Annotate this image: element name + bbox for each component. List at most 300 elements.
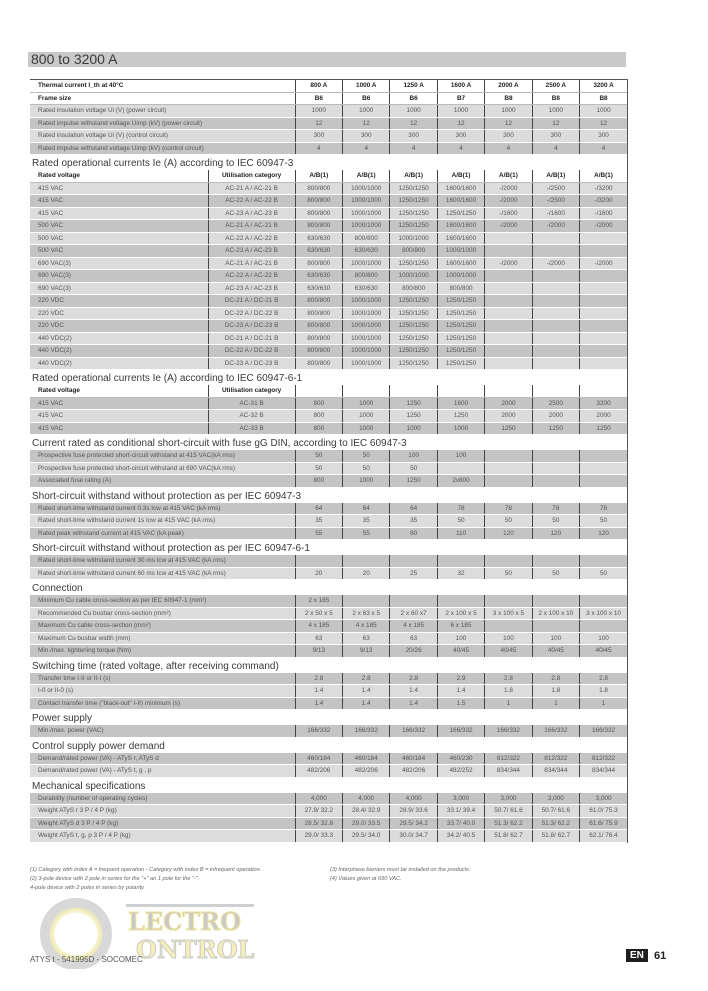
cell: 50.7/ 61.6 (532, 805, 579, 818)
voltage: 220 VDC (30, 320, 208, 333)
cell (485, 555, 532, 567)
cell (532, 595, 579, 607)
cell: 300 (580, 130, 627, 143)
section-table (30, 450, 627, 488)
cell: 40/45 (485, 645, 532, 658)
cell: 482/206 (343, 765, 390, 778)
cell: 50 (580, 515, 627, 528)
row-label: Weight ATyS d 3 P / 4 P (kg) (30, 817, 295, 830)
cell: 51.8/ 62.7 (485, 830, 532, 843)
table-row (30, 320, 627, 333)
spec-sheet (30, 79, 628, 843)
cell (532, 295, 579, 308)
cell (390, 555, 437, 567)
cell: 1600/1600 (437, 182, 484, 195)
table-row (30, 527, 627, 540)
cell: 800/800 (295, 320, 342, 333)
cell: 61.0/ 75.3 (580, 805, 627, 818)
cell (532, 232, 579, 245)
cell: 166/332 (295, 725, 342, 737)
cell (295, 555, 342, 567)
cell: 834/344 (580, 765, 627, 778)
cell: -/2000 (485, 195, 532, 208)
frame-size-row (30, 92, 627, 105)
row-label: Rated impulse withstand voltage Uimp (kV) (control circuit) (30, 142, 295, 155)
table-row (30, 345, 627, 358)
cell: 1.5 (437, 697, 484, 710)
cell (532, 320, 579, 333)
cell: 300 (390, 130, 437, 143)
cell: 460/184 (343, 753, 390, 765)
voltage: 415 VAC (30, 195, 208, 208)
cell: 1.8 (485, 685, 532, 698)
cell: 1250/1250 (390, 307, 437, 320)
row-label: Recommended Cu busbar cross-section (mm²) (30, 607, 295, 620)
cell: 300 (532, 130, 579, 143)
cell: 12 (295, 117, 342, 130)
table-row (30, 422, 627, 435)
row-label: Durability (number of operating cycles) (30, 793, 295, 805)
cell: 34.2/ 40.5 (437, 830, 484, 843)
header-row (30, 385, 627, 397)
cell: 2.8 (532, 673, 579, 685)
cell: 4 x 185 (295, 620, 342, 633)
col-empty (580, 385, 627, 397)
cell: 460/184 (295, 753, 342, 765)
cell: 4,000 (295, 793, 342, 805)
cell: 120 (532, 527, 579, 540)
cell: 1250/1250 (390, 332, 437, 345)
cell: 800/800 (295, 220, 342, 233)
cell: 2 x 100 x 10 (532, 607, 579, 620)
table-row (30, 232, 627, 245)
col-category: Utilisation category (208, 385, 295, 397)
table-row (30, 555, 627, 567)
cell (532, 462, 579, 475)
cell: 50 (295, 450, 342, 462)
iec60947-3-table (30, 170, 627, 370)
cell: 35 (295, 515, 342, 528)
cell (580, 620, 627, 633)
cell: 78 (437, 503, 484, 515)
cell: 3 x 100 x 5 (485, 607, 532, 620)
cell: 800/800 (295, 295, 342, 308)
cell: 1250 (437, 410, 484, 423)
cell: 800 (295, 397, 342, 410)
cell: 1.4 (295, 697, 342, 710)
cell: 1000/1000 (437, 245, 484, 258)
cell: 1250/1250 (390, 295, 437, 308)
footnote: (1) Category with index A = frequent operation - Category with index B = infrequent operation. (30, 867, 262, 873)
cell: 3,000 (485, 793, 532, 805)
cell: 1000/1000 (343, 220, 390, 233)
cell: -/2000 (532, 257, 579, 270)
cell: 800/800 (295, 195, 342, 208)
cell: 100 (437, 632, 484, 645)
cell: 166/332 (390, 725, 437, 737)
cell: 63 (390, 632, 437, 645)
cell: B8 (580, 92, 627, 105)
col-empty (532, 385, 579, 397)
cell: 30.0/ 34.7 (390, 830, 437, 843)
cell: 1250/1250 (437, 357, 484, 370)
cell: 9/13 (295, 645, 342, 658)
cell (580, 357, 627, 370)
column-header: 800 A (295, 80, 342, 93)
cell: 25 (390, 567, 437, 580)
voltage: 220 VDC (30, 295, 208, 308)
cell (532, 475, 579, 488)
col-voltage: Rated voltage (30, 385, 208, 397)
row-label: Demand/rated power (VA) - ATyS t, g , p (30, 765, 295, 778)
section-table (30, 753, 627, 778)
cell (532, 357, 579, 370)
cell: 1000 (390, 422, 437, 435)
cell: 4,000 (390, 793, 437, 805)
table-row (30, 607, 627, 620)
cell (532, 555, 579, 567)
table-row (30, 182, 627, 195)
cell (485, 232, 532, 245)
cell (580, 462, 627, 475)
cell: B6 (295, 92, 342, 105)
cell: 12 (437, 117, 484, 130)
cell: 1000 (485, 105, 532, 118)
cell: 1250 (532, 422, 579, 435)
cell: 1000/1000 (343, 257, 390, 270)
cell: 1000/1000 (343, 345, 390, 358)
cell: 64 (343, 503, 390, 515)
table-row (30, 397, 627, 410)
cell: 28.4/ 32.9 (343, 805, 390, 818)
cell: 2.9 (437, 673, 484, 685)
section-table (30, 673, 627, 711)
cell: 1600/1600 (437, 257, 484, 270)
cell: 1250/1250 (390, 182, 437, 195)
category: DC-23 A / DC-23 B (208, 320, 295, 333)
table-row (30, 462, 627, 475)
cell: 20/26 (390, 645, 437, 658)
table-row (30, 142, 627, 155)
cell: 63 (295, 632, 342, 645)
cell: 1 (485, 697, 532, 710)
cell: 166/332 (532, 725, 579, 737)
cell: 1250/1250 (437, 332, 484, 345)
section-title: Rated operational currents Ie (A) according to IEC 60947-6-1 (32, 373, 303, 384)
category: AC-31 B (208, 397, 295, 410)
table-row (30, 270, 627, 283)
row-label: Min./max. power (VAC) (30, 725, 295, 737)
cell: 64 (295, 503, 342, 515)
cell (580, 450, 627, 462)
cell: 1250 (485, 422, 532, 435)
cell: 1000 (437, 105, 484, 118)
col-empty (390, 385, 437, 397)
cell: 80 (390, 527, 437, 540)
cell: 460/184 (390, 753, 437, 765)
cell: 32 (437, 567, 484, 580)
category: AC-23 A / AC-23 B (208, 245, 295, 258)
col-ab: A/B(1) (580, 170, 627, 182)
iec60947-6-1-table (30, 385, 627, 435)
cell (485, 595, 532, 607)
cell (485, 357, 532, 370)
cell (485, 245, 532, 258)
cell (532, 307, 579, 320)
cell (580, 475, 627, 488)
category: DC-22 A / DC-22 B (208, 345, 295, 358)
cell (485, 620, 532, 633)
cell (580, 307, 627, 320)
table-row (30, 753, 627, 765)
cell: 9/13 (343, 645, 390, 658)
cell: -/2500 (532, 182, 579, 195)
row-label: Rated impulse withstand voltage Uimp (kV) (power circuit) (30, 117, 295, 130)
cell: 29.5/ 34.2 (390, 817, 437, 830)
table-row (30, 105, 627, 118)
category: AC-22 A / AC-22 B (208, 195, 295, 208)
voltage: 220 VDC (30, 307, 208, 320)
category: DC-23 A / DC-23 B (208, 357, 295, 370)
cell: 28.9/ 33.6 (390, 805, 437, 818)
col-empty (437, 385, 484, 397)
footnote: (2) 3-pole device with 2 pole in series for the "+" an 1 pole for the "-". (30, 876, 200, 882)
cell: 800/800 (390, 282, 437, 295)
cell: 1000 (343, 475, 390, 488)
row-label: Rated short-time withstand current 1s Icw at 415 VAC (kA rms) (30, 515, 295, 528)
row-label: Transfer time I-II or II-I (s) (30, 673, 295, 685)
cell: 2 x 50 x 5 (295, 607, 342, 620)
cell: 834/344 (532, 765, 579, 778)
table-row (30, 117, 627, 130)
cell: 28.5/ 32.8 (295, 817, 342, 830)
cell (485, 282, 532, 295)
table-row (30, 295, 627, 308)
cell: 800/800 (437, 282, 484, 295)
row-label: Rated short-time withstand current 30 ms Icw at 415 VAC (kA rms) (30, 555, 295, 567)
header-row (30, 170, 627, 182)
cell: 1000/1000 (390, 232, 437, 245)
cell: 1000/1000 (343, 207, 390, 220)
voltage: 690 VAC(3) (30, 282, 208, 295)
cell: -/1600 (485, 207, 532, 220)
cell (580, 270, 627, 283)
row-label: Min./max. tightening torque (Nm) (30, 645, 295, 658)
cell: 2000 (485, 410, 532, 423)
voltage: 415 VAC (30, 207, 208, 220)
section-title: Short-circuit withstand without protection as per IEC 60947-3 (32, 490, 302, 502)
cell: 1250/1250 (390, 357, 437, 370)
table-row (30, 207, 627, 220)
cell: 1000/1000 (390, 270, 437, 283)
cell: 50 (532, 567, 579, 580)
cell (485, 332, 532, 345)
cell: 166/332 (485, 725, 532, 737)
header-row (30, 80, 627, 93)
cell: 51.8/ 62.7 (532, 830, 579, 843)
col-ab: A/B(1) (437, 170, 484, 182)
cell: 50 (343, 462, 390, 475)
cell: 800/800 (295, 207, 342, 220)
cell: 100 (580, 632, 627, 645)
cell: 1250/1250 (390, 220, 437, 233)
cell: B6 (390, 92, 437, 105)
cell: 2000 (580, 410, 627, 423)
table-row (30, 765, 627, 778)
cell: 1.4 (343, 685, 390, 698)
category: AC-21 A / AC-21 B (208, 220, 295, 233)
cell: 4 (437, 142, 484, 155)
table-row (30, 567, 627, 580)
row-label: Rated insulation voltage Ui (V) (power circuit) (30, 105, 295, 118)
cell: 800 (295, 422, 342, 435)
cell: 2.8 (485, 673, 532, 685)
cell: 2 x 185 (295, 595, 342, 607)
logo-line1: LECTRO (128, 907, 241, 936)
row-label: Maximum Cu busbar width (mm) (30, 632, 295, 645)
cell (485, 270, 532, 283)
cell (437, 462, 484, 475)
cell: 300 (295, 130, 342, 143)
table-row (30, 632, 627, 645)
banner-title: 800 to 3200 A (31, 51, 118, 67)
cell (485, 450, 532, 462)
cell: 1600 (437, 397, 484, 410)
category: DC-21 A / DC-21 B (208, 332, 295, 345)
cell: 460/230 (437, 753, 484, 765)
table-row (30, 697, 627, 710)
voltage: 440 VDC(2) (30, 357, 208, 370)
voltage: 415 VAC (30, 422, 208, 435)
table-row (30, 282, 627, 295)
cell (532, 282, 579, 295)
cell: B8 (532, 92, 579, 105)
section-table (30, 555, 627, 580)
cell (580, 245, 627, 258)
cell: 800/800 (295, 307, 342, 320)
table-row (30, 410, 627, 423)
cell: 2x800 (437, 475, 484, 488)
cell: 4 (295, 142, 342, 155)
section-title: Mechanical specifications (32, 780, 146, 792)
document-reference: ATYS t - 541995D - SOCOMEC (30, 955, 143, 964)
cell: -/2000 (485, 182, 532, 195)
section-title: Switching time (rated voltage, after receiving command) (32, 660, 279, 672)
row-label: Weight ATyS t, g, p 3 P / 4 P (kg) (30, 830, 295, 843)
table-row (30, 220, 627, 233)
voltage: 440 VDC(2) (30, 345, 208, 358)
cell: 630/630 (295, 270, 342, 283)
cell: 50 (485, 567, 532, 580)
cell: 1000/1000 (343, 320, 390, 333)
cell: 1000 (295, 105, 342, 118)
cell: 1000 (437, 422, 484, 435)
category: AC-32 B (208, 410, 295, 423)
cell: 1250 (390, 397, 437, 410)
cell: 2.8 (295, 673, 342, 685)
table-row (30, 725, 627, 737)
cell (580, 282, 627, 295)
category: DC-21 A / DC-21 B (208, 295, 295, 308)
cell: -/1600 (580, 207, 627, 220)
cell: 482/206 (295, 765, 342, 778)
category: AC-21 A / AC-21 B (208, 182, 295, 195)
cell: -/2000 (580, 257, 627, 270)
cell (485, 295, 532, 308)
table-row (30, 793, 627, 805)
cell: 1000/1000 (343, 332, 390, 345)
cell: 4 x 185 (390, 620, 437, 633)
cell (532, 345, 579, 358)
cell (437, 595, 484, 607)
cell: 12 (485, 117, 532, 130)
cell: 4 (343, 142, 390, 155)
cell: 2.8 (390, 673, 437, 685)
cell: -/2500 (532, 195, 579, 208)
cell: 62.1/ 76.4 (580, 830, 627, 843)
cell: 3200 (580, 397, 627, 410)
category: DC-22 A / DC-22 B (208, 307, 295, 320)
table-row (30, 817, 627, 830)
cell: 1250/1250 (390, 257, 437, 270)
cell: 1 (580, 697, 627, 710)
cell (580, 595, 627, 607)
cell: 2.8 (343, 673, 390, 685)
cell: -/3200 (580, 195, 627, 208)
cell: 35 (343, 515, 390, 528)
cell: 100 (390, 450, 437, 462)
row-label: Prospective fuse protected short-circuit withstand at 415 VAC(kA rms) (30, 450, 295, 462)
column-header: 1250 A (390, 80, 437, 93)
cell: 12 (343, 117, 390, 130)
col-ab: A/B(1) (295, 170, 342, 182)
cell: 1250 (390, 475, 437, 488)
cell: 1.4 (390, 697, 437, 710)
section-title: Short-circuit withstand without protection as per IEC 60947-6-1 (32, 543, 310, 554)
table-row (30, 673, 627, 685)
col-ab: A/B(1) (532, 170, 579, 182)
section-table (30, 793, 627, 843)
section-title: Rated operational currents Ie (A) according to IEC 60947-3 (32, 158, 294, 169)
column-header: 3200 A (580, 80, 627, 93)
cell: 29.0/ 33.3 (295, 830, 342, 843)
cell: 2.8 (580, 673, 627, 685)
voltage: 690 VAC(3) (30, 257, 208, 270)
cell: 12 (390, 117, 437, 130)
cell: 800/800 (295, 257, 342, 270)
cell: 1000/1000 (343, 182, 390, 195)
cell: 120 (485, 527, 532, 540)
section-title: Current rated as conditional short-circuit with fuse gG DIN, according to IEC 60947-3 (32, 438, 407, 449)
cell: 1250/1250 (437, 295, 484, 308)
col-ab: A/B(1) (390, 170, 437, 182)
category: AC-33 B (208, 422, 295, 435)
cell: 166/332 (580, 725, 627, 737)
cell: 2000 (485, 397, 532, 410)
cell: B6 (343, 92, 390, 105)
table-row (30, 332, 627, 345)
section-title: Power supply (32, 713, 93, 724)
cell: 50.7/ 61.6 (485, 805, 532, 818)
cell: 50 (295, 462, 342, 475)
cell: 630/630 (343, 245, 390, 258)
cell: 300 (343, 130, 390, 143)
voltage: 440 VDC(2) (30, 332, 208, 345)
page-number: 61 (654, 950, 667, 962)
cell: 4 (532, 142, 579, 155)
thermal-current-label: Thermal current I_th at 40°C (30, 80, 295, 93)
cell: 1000/1000 (343, 195, 390, 208)
